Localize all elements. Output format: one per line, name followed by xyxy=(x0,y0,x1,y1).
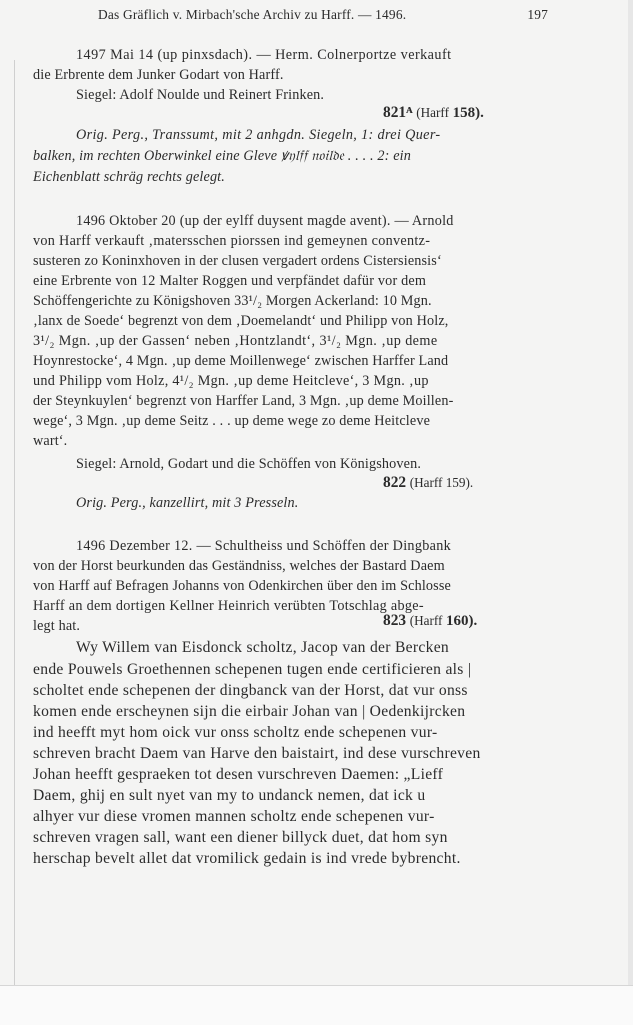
page-right-edge xyxy=(628,0,633,1024)
entry-821a-harff-prefix: (Harff xyxy=(416,105,449,120)
entry-823-line-1: 1496 Dezember 12. — Schultheiss und Schöffen der Dingbank xyxy=(76,538,452,554)
entry-822-reference xyxy=(383,474,473,492)
entry-821a-number: 821ᴬ xyxy=(383,104,413,121)
entry-822-line-12: wart‘. xyxy=(33,433,68,449)
entry-822-line-10: der Steynkuylen‘ begrenzt von Harffer Land, 3 Mgn. ‚up deme Moillen- xyxy=(33,393,454,409)
entry-823-reference xyxy=(383,612,477,630)
page-number: 197 xyxy=(527,7,548,22)
page-left-edge xyxy=(14,60,15,990)
entry-823-harff-number: 160). xyxy=(446,613,478,629)
entry-822-line-1: 1496 Oktober 20 (up der eylff duysent magde avent). — Arnold xyxy=(76,213,454,229)
entry-823-line-4: Harff an dem dortigen Kellner Heinrich verübten Totschlag abge- xyxy=(33,598,424,614)
entry-821a-line-1: 1497 Mai 14 (up pinxsdach). — Herm. Colnerportze verkauft xyxy=(76,47,452,63)
entry-822-line-6: ‚lanx de Soede‘ begrenzt von dem ‚Doemelandt‘ und Philipp von Holz, xyxy=(33,313,449,329)
quote-line-1: Wy Willem van Eisdonck scholtz, Jacop van der Bercken xyxy=(76,639,450,656)
entry-822-line-9: und Philipp vom Holz, 4¹/₂ Mgn. ‚up deme Heitcleve‘, 3 Mgn. ‚up xyxy=(33,373,429,389)
entry-821a-reference xyxy=(383,104,484,122)
quote-line-10: schreven vragen sall, want een diener billyck duet, dat hom syn xyxy=(33,829,448,846)
quote-line-2: ende Pouwels Groethennen schepenen tugen ende certificieren als | xyxy=(33,661,472,678)
quote-line-9: alhyer vur diese vromen mannen scholtz ende schepenen vur- xyxy=(33,808,435,825)
entry-821a-line-2: die Erbrente dem Junker Godart von Harff. xyxy=(33,67,284,83)
entry-823-number: 823 xyxy=(383,612,407,629)
entry-823-line-3: von Harff auf Befragen Johanns von Odenkirchen über den im Schlosse xyxy=(33,578,451,594)
quote-line-3: scholtet ende schepenen der dingbanck van der Horst, dat vur onss xyxy=(33,682,468,699)
entry-821a-seal: Siegel: Adolf Noulde und Reinert Frinken. xyxy=(76,87,325,103)
quote-line-7: Johan heefft gespraeken tot desen vurschreven Daemen: „Lieff xyxy=(33,766,444,783)
entry-822-line-11: wege‘, 3 Mgn. ‚up deme Seitz . . . up deme wege zo deme Heitcleve xyxy=(33,413,431,429)
entry-821a-note-3: Eichenblatt schräg rechts gelegt. xyxy=(33,169,225,185)
entry-822-line-5: Schöffengerichte zu Königshoven 33¹/₂ Morgen Ackerland: 10 Mgn. xyxy=(33,293,432,309)
entry-822-number: 822 xyxy=(383,474,407,491)
entry-821a-note-2: balken, im rechten Oberwinkel eine Gleve ꝟ𝔶𝔩𝔣𝔣 𝔫𝔬𝔦𝔩𝔡𝔢 . . . . 2: ein xyxy=(33,148,411,164)
page-bottom-margin xyxy=(0,985,633,1025)
entry-821a-harff-number: 158). xyxy=(452,105,484,121)
entry-822-note: Orig. Perg., kanzellirt, mit 3 Presseln. xyxy=(76,495,299,511)
header-title: Das Gräflich v. Mirbach'sche Archiv zu Harff. — 1496. xyxy=(98,7,407,22)
entry-822-line-2: von Harff verkauft ‚matersschen piorssen ind gemeynen conventz- xyxy=(33,233,431,249)
entry-822-seal: Siegel: Arnold, Godart und die Schöffen von Königshoven. xyxy=(76,456,422,472)
entry-823-line-2: von der Horst beurkunden das Geständniss, welches der Bastard Daem xyxy=(33,558,445,574)
quote-line-5: ind heefft myt hom oick vur onss scholtz ende schepenen vur- xyxy=(33,724,438,741)
quote-line-8: Daem, ghij en sult nyet van my to undanck nemen, dat ick u xyxy=(33,787,426,804)
entry-822-line-7: 3¹/₂ Mgn. ‚up der Gassen‘ neben ‚Hontzlandt‘, 3¹/₂ Mgn. ‚up deme xyxy=(33,333,438,349)
entry-822-line-3: susteren zo Koninxhoven in der clusen vergadert ordens Cistersiensis‘ xyxy=(33,253,442,269)
entry-822-line-4: eine Erbrente von 12 Malter Roggen und verpfändet dafür vor dem xyxy=(33,273,427,289)
entry-823-line-5: legt hat. xyxy=(33,618,81,634)
quote-line-6: schreven bracht Daem van Harve den baistairt, ind dese vurschreven xyxy=(33,745,481,762)
running-header xyxy=(98,7,548,29)
quote-line-11: herschap bevelt allet dat vromilick gedain is ind vrede bybrencht. xyxy=(33,850,461,867)
entry-821a-note-1: Orig. Perg., Transsumt, mit 2 anhgdn. Siegeln, 1: drei Quer- xyxy=(76,127,441,143)
entry-822-line-8: Hoynrestocke‘, 4 Mgn. ‚up deme Moillenwege‘ zwischen Harffer Land xyxy=(33,353,449,369)
entry-823-harff-prefix: (Harff xyxy=(409,613,443,628)
entry-822-harff: (Harff 159). xyxy=(409,475,474,490)
quote-line-4: komen ende erscheynen sijn die eirbair Johan van | Oedenkijrcken xyxy=(33,703,466,720)
